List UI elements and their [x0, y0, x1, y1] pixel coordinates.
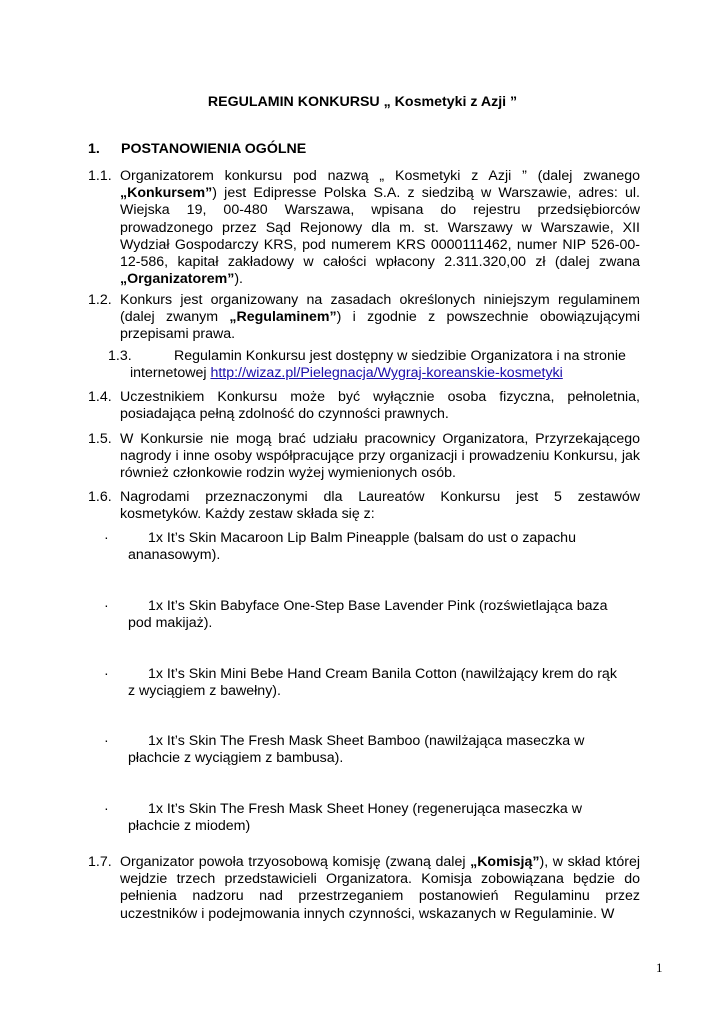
paragraph-1-7 — [88, 854, 640, 923]
document-title: REGULAMIN KONKURSU „ Kosmetyki z Azji ” — [207, 94, 518, 110]
section-heading — [88, 141, 306, 158]
prize-item — [104, 801, 624, 835]
text-run: ) jest Edipresse Polska S.A. z siedzibą w Warszawie, adres: ul. Wiejska 19, 00-480 Warszawa, wpisana do rejestru przedsiębiorców prowadzonego przez Sąd Rejonowy dla m. st. Warszawy w Warszawie, XII Wydział Gospodarczy KRS, pod numerem KRS 0000111462, numer NIP 526-00-12-586, kapitał zakładowy w całości wpłacony 2.311.320,00 zł (dalej zwana — [120, 185, 640, 271]
paragraph-1-4 — [88, 389, 640, 423]
paragraph-1-2 — [88, 292, 640, 344]
prize-item — [104, 666, 624, 700]
bullet-dot: · — [104, 530, 109, 546]
paragraph-number: 1.2. — [88, 292, 112, 308]
prize-text: płachcie z miodem) — [128, 818, 251, 835]
paragraph-number: 1.7. — [88, 854, 112, 870]
prize-item — [104, 733, 624, 767]
paragraph-1-3 — [108, 348, 648, 382]
prize-text: z wyciągiem z bawełny). — [128, 683, 281, 700]
prize-item — [104, 598, 624, 632]
paragraph-1-1 — [88, 168, 640, 288]
page-number: 1 — [656, 960, 663, 975]
prize-text: 1x It’s Skin The Fresh Mask Sheet Honey (regenerująca maseczka w — [148, 801, 582, 817]
bold-term: „Komisją” — [470, 854, 540, 870]
text-run: Organizatorem konkursu pod nazwą „ Kosmetyki z Azji ” (dalej zwanego — [120, 168, 640, 184]
section-number: 1. — [88, 141, 100, 157]
paragraph-1-5 — [88, 431, 640, 483]
bullet-dot: · — [104, 598, 109, 614]
prize-text: pod makijaż). — [128, 615, 213, 632]
prize-text: 1x It’s Skin The Fresh Mask Sheet Bamboo (nawilżająca maseczka w — [148, 733, 585, 749]
paragraph-number: 1.6. — [88, 489, 112, 505]
text-run: ), w skład której wejdzie trzech przedstawicieli Organizatora. Komisja zobowiązana będzie do pełnienia nadzoru nad przestrzeganiem postanowień Regulaminu przez uczestników i podejmowania innych czynności, wskazanych w Regulaminie. W — [120, 854, 640, 922]
paragraph-text — [120, 854, 640, 923]
text-run: ) i zgodnie z powszechnie obowiązującymi przepisami prawa. — [120, 309, 640, 343]
prize-text: ananasowym). — [128, 547, 221, 564]
prize-text: 1x It’s Skin Macaroon Lip Balm Pineapple (balsam do ust o zapachu — [148, 530, 576, 546]
section-title: POSTANOWIENIA OGÓLNE — [121, 141, 307, 157]
bullet-dot: · — [104, 733, 109, 749]
bullet-dot: · — [104, 666, 109, 682]
prize-item — [104, 530, 624, 564]
paragraph-number: 1.3. — [108, 348, 132, 364]
prize-text: 1x It’s Skin Mini Bebe Hand Cream Banila Cotton (nawilżający krem do rąk — [148, 666, 617, 682]
paragraph-text — [120, 292, 640, 344]
paragraph-number: 1.1. — [88, 168, 112, 184]
bold-term: „Organizatorem” — [120, 271, 235, 288]
paragraph-number: 1.4. — [88, 389, 112, 405]
paragraph-line — [130, 365, 648, 382]
text-run: Regulamin Konkursu jest dostępny w siedzibie Organizatora i na stronie — [174, 348, 626, 364]
text-run: Organizator powoła trzyosobową komisję (zwaną dalej — [120, 854, 471, 870]
bold-term: „Regulaminem” — [229, 309, 337, 326]
text-run: internetowej — [130, 365, 211, 382]
text-run: ). — [234, 271, 243, 288]
paragraph-number: 1.5. — [88, 431, 112, 447]
bold-term: „Konkursem” — [120, 185, 213, 202]
bullet-dot: · — [104, 801, 109, 817]
paragraph-text: W Konkursie nie mogą brać udziału pracownicy Organizatora, Przyrzekającego nagrody i inne osoby współpracujące przy organizacji i prowadzeniu Konkursu, jak również członkowie rodzin wyżej wymienionych osób. — [120, 431, 640, 482]
prize-text: 1x It’s Skin Babyface One-Step Base Lavender Pink (rozświetlająca baza — [148, 598, 608, 614]
prize-text: płachcie z wyciągiem z bambusa). — [128, 750, 344, 767]
paragraph-text: Nagrodami przeznaczonymi dla Laureatów Konkursu jest 5 zestawów kosmetyków. Każdy zestaw składa się z: — [120, 489, 640, 523]
text-run: Konkurs jest organizowany na zasadach określonych niniejszym regulaminem (dalej zwanym — [120, 292, 640, 326]
paragraph-1-6 — [88, 489, 640, 523]
paragraph-line — [108, 348, 648, 365]
regulamin-link[interactable]: http://wizaz.pl/Pielegnacja/Wygraj-koreanskie-kosmetyki — [210, 365, 563, 382]
paragraph-text: Uczestnikiem Konkursu może być wyłącznie osoba fizyczna, pełnoletnia, posiadająca pełną zdolność do czynności prawnych. — [120, 389, 640, 423]
paragraph-text — [120, 168, 640, 288]
